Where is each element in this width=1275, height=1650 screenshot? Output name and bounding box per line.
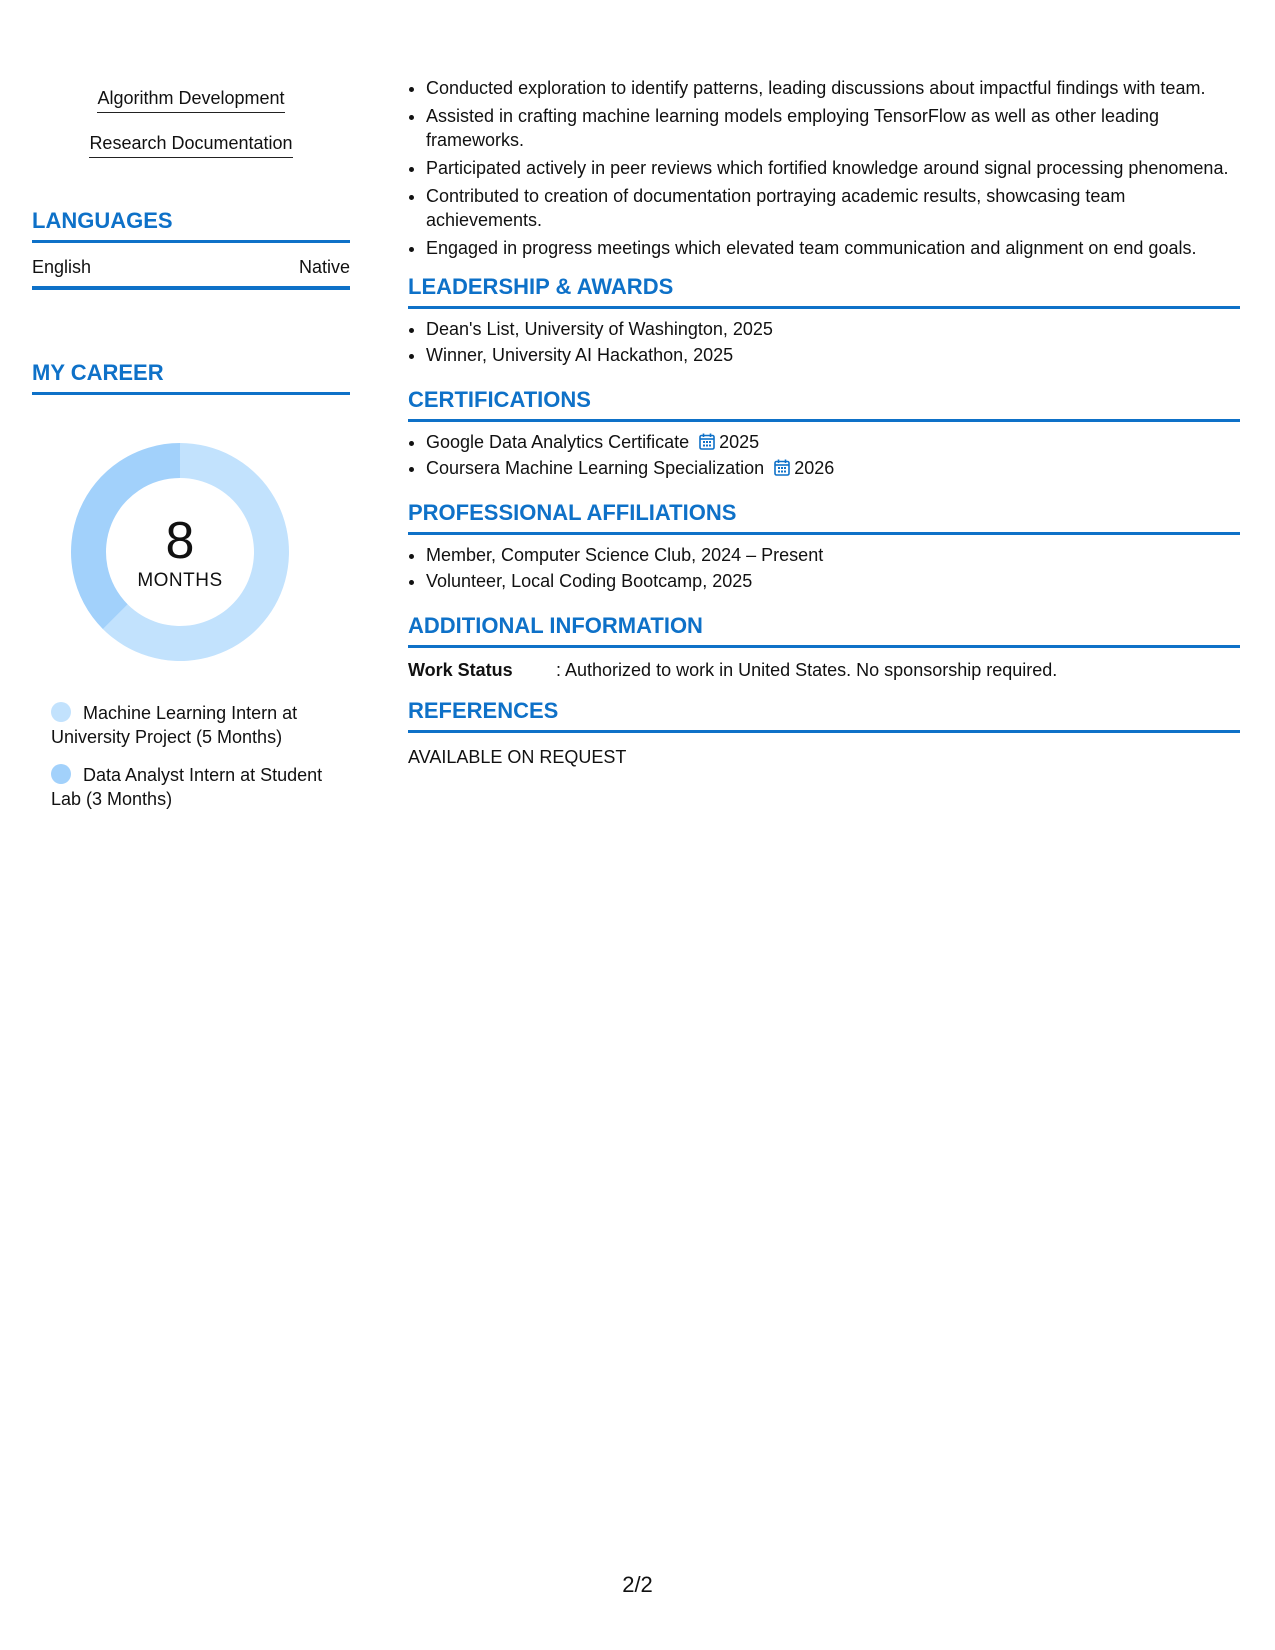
affiliations-section — [408, 500, 1240, 593]
certifications-list — [408, 430, 1240, 480]
experience-bullet: • Contributed to creation of documentation portraying academic results, showcasing team achievements. — [426, 184, 1240, 232]
leadership-item: • Dean's List, University of Washington, 2025 — [426, 317, 1240, 341]
leadership-list — [408, 317, 1240, 367]
certification-item: • Google Data Analytics Certificate 2025 — [426, 430, 1240, 454]
page-number: 2/2 — [622, 1572, 653, 1597]
calendar-icon — [699, 433, 715, 450]
leadership-section — [408, 274, 1240, 367]
experience-bullet: • Participated actively in peer reviews which fortified knowledge around signal processing phenomena. — [426, 156, 1240, 180]
right-column — [408, 72, 1240, 769]
calendar-icon — [774, 459, 790, 476]
languages-title: LANGUAGES — [32, 208, 350, 243]
career-legend — [51, 701, 341, 811]
experience-bullet: • Engaged in progress meetings which elevated team communication and alignment on end goals. — [426, 236, 1240, 260]
donut-center — [65, 437, 295, 667]
legend-item: Machine Learning Intern at University Project (5 Months) — [51, 703, 298, 747]
legend-item: Data Analyst Intern at Student Lab (3 Months) — [51, 765, 323, 809]
affiliations-title: PROFESSIONAL AFFILIATIONS — [408, 500, 1240, 535]
certifications-title: CERTIFICATIONS — [408, 387, 1240, 422]
career-donut-chart — [65, 437, 295, 667]
additional-title: ADDITIONAL INFORMATION — [408, 613, 1240, 648]
leadership-title: LEADERSHIP & AWARDS — [408, 274, 1240, 309]
experience-bullet: • Assisted in crafting machine learning models employing TensorFlow as well as other leading frameworks. — [426, 104, 1240, 152]
references-text: AVAILABLE ON REQUEST — [408, 747, 627, 767]
language-name: English — [32, 257, 92, 277]
leadership-item: • Winner, University AI Hackathon, 2025 — [426, 343, 1240, 367]
work-status-label: Work Status — [408, 660, 513, 680]
affiliation-item: • Member, Computer Science Club, 2024 – Present — [426, 543, 1240, 567]
career-total: 8 — [165, 512, 195, 570]
left-column — [32, 72, 350, 825]
additional-section — [408, 613, 1240, 682]
affiliation-item: • Volunteer, Local Coding Bootcamp, 2025 — [426, 569, 1240, 593]
languages-section — [32, 208, 350, 290]
language-level: Native — [298, 257, 350, 277]
language-row — [32, 243, 350, 290]
skill-item: Research Documentation — [32, 131, 350, 158]
affiliations-list — [408, 543, 1240, 593]
skills-list — [32, 86, 350, 158]
work-status-row — [408, 658, 1240, 682]
experience-bullet: • Conducted exploration to identify patterns, leading discussions about impactful findings with team. — [426, 76, 1240, 100]
skill-item: Algorithm Development — [32, 86, 350, 113]
career-unit: MONTHS — [137, 570, 223, 591]
legend-dot — [51, 764, 71, 784]
legend-dot — [51, 702, 71, 722]
career-section — [32, 360, 350, 811]
experience-bullets — [408, 76, 1240, 260]
references-title: REFERENCES — [408, 698, 1240, 733]
references-section — [408, 698, 1240, 769]
career-title: MY CAREER — [32, 360, 350, 395]
certifications-section — [408, 387, 1240, 480]
work-status-value: : Authorized to work in United States. No sponsorship required. — [556, 660, 1058, 680]
certification-item: • Coursera Machine Learning Specialization 2026 — [426, 456, 1240, 480]
